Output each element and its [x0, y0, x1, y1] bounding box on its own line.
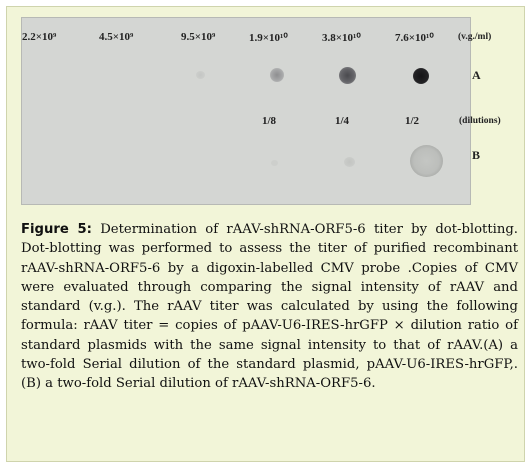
dot-a-3	[196, 71, 205, 79]
caption-text: Determination of rAAV-shRNA-ORF5-6 titer by dot-blotting. Dot-blotting was performed to assess the titer of purified recombinant rAAV-shRNA-ORF5-6 by a digoxin-labelled CMV probe .Copies of CMV were evaluated through comparing the signal intensity of rAAV and standard (v.g.). The rAAV titer was calculated by using the following formula: rAAV titer = copies of pAAV-U6-IRES-hrGFP × dilution ratio of standard plasmids with the same signal intensity to that of rAAV.(A) a two-fold Serial dilution of the standard plasmid, pAAV-U6-IRES-hrGFP,. (B) a two-fold Serial dilution of rAAV-shRNA-ORF5-6.	[21, 222, 518, 392]
dot-b-2	[344, 157, 355, 167]
concentration-label: 9.5×10⁹	[181, 31, 216, 43]
dot-b-1	[271, 160, 278, 166]
dot-a-5	[339, 67, 356, 84]
concentration-label: 4.5×10⁹	[99, 31, 134, 43]
dilution-label: 1/4	[335, 115, 350, 127]
row-b-label: B	[472, 148, 481, 162]
concentration-labels	[22, 31, 501, 49]
caption-label: Figure 5:	[21, 222, 92, 237]
dot-a-4	[270, 68, 284, 82]
concentration-label: 2.2×10⁹	[22, 31, 57, 43]
concentration-label: 7.6×10¹⁰	[395, 32, 434, 44]
dot-a-6	[413, 68, 429, 84]
dilution-unit: (dilutions)	[459, 116, 501, 126]
figure-panel	[6, 6, 525, 462]
row-a-label: A	[472, 68, 481, 82]
concentration-label: 3.8×10¹⁰	[322, 32, 361, 44]
dot-b-3	[410, 145, 443, 177]
dilution-label: 1/2	[405, 115, 420, 127]
concentration-unit: (v.g./ml)	[458, 32, 492, 42]
dilution-label: 1/8	[262, 115, 277, 127]
concentration-label: 1.9×10¹⁰	[249, 32, 288, 44]
figure-caption	[21, 220, 518, 394]
